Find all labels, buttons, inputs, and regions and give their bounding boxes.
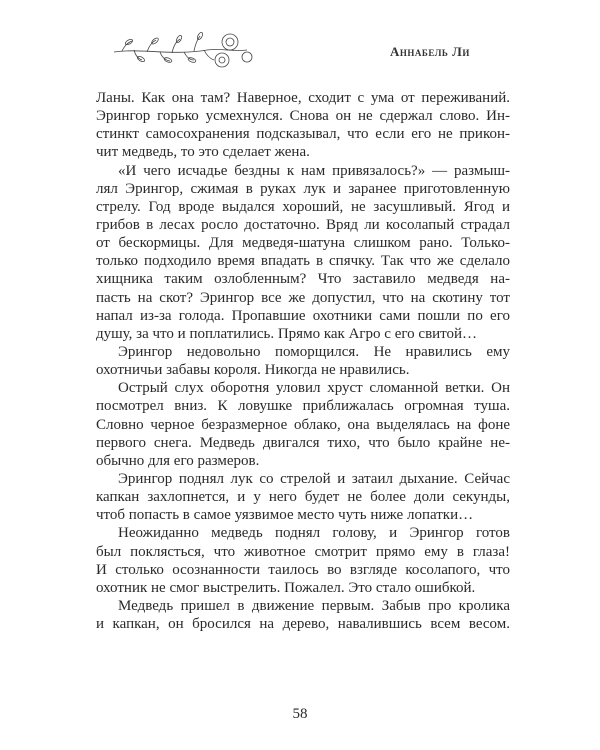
text-line: был поклясться, что животное смотрит прямо ему в глаза! xyxy=(96,543,510,560)
text-line: чтоб попасть в самое уязвимое место чуть ниже лопатки… xyxy=(96,507,474,524)
text-line: хищника таким озлобленным? Что заставило медведя на- xyxy=(96,271,510,288)
text-line: грибов в лесах росло достаточно. Вряд ли косолапый страдал xyxy=(96,216,510,233)
text-line: от бескормицы. Для медведя-шатуна слишком рано. Только- xyxy=(96,235,510,252)
text-line: обычно для его размеров. xyxy=(96,452,260,469)
text-line: первого снега. Медведь двигался тихо, что было крайне не- xyxy=(96,434,510,451)
text-line: Неожиданно медведь поднял голову, и Эрингор готов xyxy=(118,525,510,542)
body-text xyxy=(96,89,510,633)
text-line: Словно черное безразмерное облако, она выделялась на фоне xyxy=(96,416,510,433)
text-line: напал из-за голода. Пропавшие охотники сами пошли по его xyxy=(96,307,510,324)
text-line: посмотрел вниз. К ловушке приближалась огромная туша. xyxy=(96,398,510,415)
text-line: Медведь пришел в движение первым. Забыв про кролика xyxy=(118,597,510,614)
page-number: 58 xyxy=(292,706,308,722)
text-line: душу, за что и поплатились. Прямо как Агро с его свитой… xyxy=(96,325,478,342)
text-line: И столько осознанности таилось во взгляде косолапого, что xyxy=(96,561,510,578)
text-line: лял Эрингор, сжимая в руках лук и заранее приготовленную xyxy=(96,180,510,197)
text-line: только подходило время впадать в спячку. Так что же сделало xyxy=(96,253,510,270)
text-line: Ланы. Как она там? Наверное, сходит с ума от переживаний. xyxy=(96,90,510,106)
text-line: капкан захлопнется, и у него будет не более доли секунды, xyxy=(96,489,510,506)
text-line: чит медведь, то это сделает жена. xyxy=(96,144,310,161)
text-line: пасть на скот? Эрингор все же допустил, что на скотину тот xyxy=(96,289,510,306)
text-line: и капкан, он бросился на дерево, навалившись всем весом. xyxy=(96,616,510,633)
floral-ornament-icon xyxy=(112,30,262,70)
text-line: Эрингор недовольно поморщился. Не нравились ему xyxy=(118,343,510,360)
running-title: Аннабель Ли xyxy=(390,44,470,59)
text-line: охотничьи забавы короля. Никогда не нравились. xyxy=(96,362,410,379)
text-line: стинкт самосохранения подсказывал, что если его не прикон- xyxy=(96,126,510,143)
text-line: Эрингор горько усмехнулся. Снова он не сдержал слово. Ин- xyxy=(96,108,510,125)
text-line: Эрингор поднял лук со стрелой и затаил дыхание. Сейчас xyxy=(118,470,510,487)
text-line: стрелу. Год вроде выдался хороший, не засушливый. Ягод и xyxy=(96,198,510,215)
text-line: Острый слух оборотня уловил хруст сломанной ветки. Он xyxy=(118,380,510,397)
text-line: «И чего исчадье бездны к нам привязалось?» — размыш- xyxy=(118,162,510,179)
text-line: охотник не смог выстрелить. Пожалел. Это стало ошибкой. xyxy=(96,579,476,596)
